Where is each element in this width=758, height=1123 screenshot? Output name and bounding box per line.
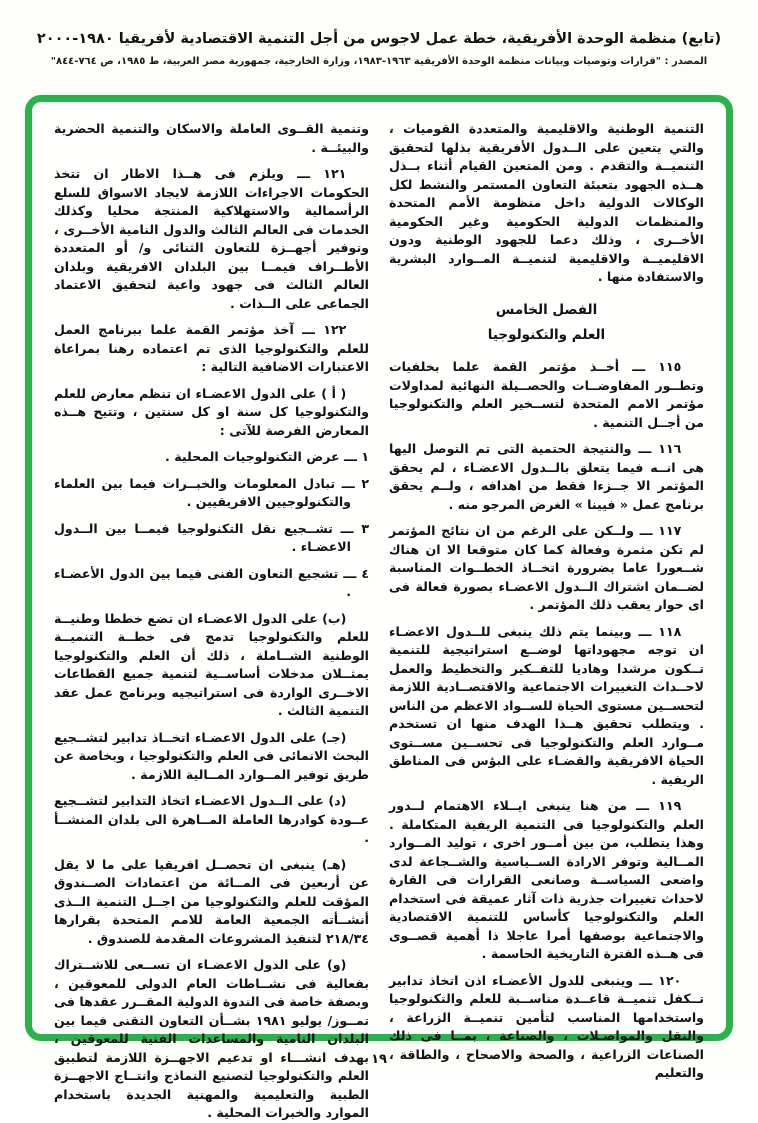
page-footer — [0, 1048, 758, 1067]
two-column-text — [54, 120, 704, 1120]
paragraph-continuation-left: وتنمية القــوى العاملة والاسكان والتنمية الحضرية والبيئــة . — [54, 121, 369, 155]
paragraph-122: ١٢٢ ـــ آخذ مؤتمر القمة علما ببرنامج العمل للعلم والتكنولوجيا الذى تم اعتماده رهنا بمراعاة الاعتبارات الاضافية التالية : — [54, 322, 369, 374]
list-item-4: ٤ ـــ تشجيع التعاون الفنى فيما بين الدول الأعضـاء . — [54, 565, 369, 599]
source-line: المصدر : "قرارات وتوصيات وبيانات منظمة الوحدة الأفريقية ١٩٦٣-١٩٨٣، وزارة الخارجية، جمهورية مصر العربية، ط ١٩٨٥، ص ٧٦٤-٨٤٤" — [50, 55, 708, 67]
paragraph-119: ١١٩ ـــ من هنا ينبغى ايــلاء الاهتمام لــدور العلم والتكنولوجيا فى التنمية الريفية المتكاملة . وهذا يتطلب، من بين أمــور اخرى ، توليد المــوارد المــالية وتوفر الارادة الســياسية والشــجاعة لدى واضعى السياســة وصانعى القرارات فى القارة لاحداث تغييرات جذرية ذات آثار عميقة فى استخدام العلم والتكنولوجيا كأساس للتنمية الاقتصادية والاجتماعية بوصفها أمرا عاجلا ذا أهمية قصــوى فى هــذه الفترة التاريخية الحاسمة . — [389, 798, 704, 962]
right-column — [389, 120, 704, 1081]
list-item-alef: ( أ ) على الدول الاعضـاء ان تنظم معارض للعلم والتكنولوجيا كل سنة او كل سنتين ، وتتيح هــذه المعارض الفرصة للآتى : — [54, 385, 369, 438]
paragraph-118: ١١٨ ـــ وبينما يتم ذلك ينبغى للــدول الاعضـاء ان توجه مجهوداتها لوضــع استراتيجية للتنمية تــكون مرشدا وهاديا للتفــكير والتخطيط والعمل لاحــداث التغييرات الاجتماعية والاقتصــادية اللازمة لتحســين مستوى الحياة للســواد الاعظم من الناس . ويتطلب تحقيق هــذا الهدف منها ان تستخدم مــوارد العلم والتكنولوجيا فى تحســين مســتوى الحياة الافريقية والقضـاء على البؤس فى المناطق الريفية . — [389, 623, 704, 787]
list-item-dal: (د) على الــدول الاعضـاء اتخاذ التدابير لتشــجيع عــودة كوادرها العاملة المــاهرة الى بلدان المنشــأ . — [54, 793, 369, 845]
green-border-frame — [25, 95, 733, 1120]
page-number: ١٩ — [371, 1052, 387, 1067]
paragraph-120: ١٢٠ ـــ وينبغى للدول الأعضـاء اذن اتخاذ تدابير تــكفل تنميــة قاعــدة مناســبة للعلم والتكنولوجيا واستخدامها المناسب لتأمين تنميــة الزراعة ، والنقل والمواصـلات ، والصناعة ، بمــا فى ذلك الصناعات الزراعية ، والصحة والاصحاح ، والطاقة ، والتعليم — [389, 972, 704, 1081]
paragraph-115: ١١٥ ـــ أخــذ مؤتمر القمة علما بخلفيات وتطــور المفاوضــات والحصــيلة النهائية لمداولات مؤتمر الامم المتحدة لتســخير العلم والتكنولوجيا من أجــل التنمية . — [389, 359, 704, 430]
list-item-jeem: (جـ) على الدول الاعضـاء اتخــاذ تدابير لتشــجيع البحث الانمائى فى العلم والتكنولوجيا ، وبخاصة عن طريق توفير المــوارد المــالية اللازمة . — [54, 729, 369, 782]
list-item-ba: (ب) على الدول الاعضـاء ان تضع خططا وطنيــة للعلم والتكنولوجيا تدمج فى خطــة التنميــة الوطنية الشــاملة ، ذلك أن العلم والتكنولوجيا يمثــلان مدخلات أساســية لتنمية جميع القطاعات الاخــرى الواردة فى استراتيجيه وبرنامج عمل عقد التنمية الثالث . — [54, 610, 369, 718]
paragraph-121: ١٢١ ـــ ويلزم فى هــذا الاطار ان تتخذ الحكومات الاجراءات اللازمة لايجاد الاسواق للسلع الرأسمالية والاستهلاكية المنتجة محليا وكذلك الخدمات فى العالم الثالث والدول النامية الأخــرى ، وتوفير أجهــزة للتعاون الثنائى و/ أو المتعددة الأطــراف فيمــا بين البلدان الافريقية وبلدان العالم الثالث فى جهود واعية لتحقيق الاعتماد الجماعى على الــذات . — [54, 166, 369, 311]
list-item-2: ٢ ـــ تبادل المعلومات والخبــرات فيما بين العلماء والتكنولوجيين الافريقيين . — [54, 475, 369, 509]
paragraph-117: ١١٧ ـــ ولــكن على الرغم من ان نتائج المؤتمر لم تكن مثمرة وفعالة كما كان متوقعا الا ان هناك شــعورا عاما بضرورة اتخــاذ الخطــوات المناسبة لضــمان اشتراك الــدول الاعضـاء بصورة فعالة فى اى حوار يعقب ذلك المؤتمر . — [389, 523, 704, 613]
section-heading: العلم والتكنولوجيا — [487, 327, 606, 344]
chapter-heading: الفصل الخامس — [495, 301, 598, 318]
list-item-waw: (و) على الدول الاعضـاء ان تســعى للاشــتراك بفعالية فى نشــاطات العام الدولى للمعوقين ، وبصفة خاصة فى الندوة الدولية المقــرر عقدها فى تمــوز/ يوليو ١٩٨١ بشــأن التعاون التقنى فيما بين البلدان النامية والمساعدات الفنية للمعوقين ، بهدف انشـــاء او تدعيم الاجهــزة اللازمة لتطبيق العلم والتكنولوجيا لتصنيع النماذج وانتــاج الاجهــزة الطبية والتعليمية والمهنية الجديدة باستخدام الموارد والخبرات المحلية . — [54, 957, 369, 1120]
document-title: (تابع) منظمة الوحدة الأفريقية، خطة عمل لاجوس من أجل التنمية الاقتصادية لأفريقيا ١٩٨٠-٢٠٠٠ — [36, 31, 722, 47]
left-column — [54, 120, 369, 1120]
paragraph-116: ١١٦ ـــ والنتيجة الحتمية التى تم التوصل اليها هى انــه فيما يتعلق بالــدول الاعضـاء ، لم يحقق المؤتمر الا جــزءا فقط من اهدافه ، ولــم يحقق برنامج عمل « فيينا » الغرض المرجو منه . — [389, 441, 704, 512]
list-item-ha: (هـ) ينبغى ان تحصــل افريقيا على ما لا يقل عن أربعين فى المــائة من اعتمادات الصــندوق المؤقت للعلم والتكنولوجيا من اجــل التنمية الــذى أنشــأته الجمعية العامة للامم المتحدة بقرارها ٢١٨/٣٤ لتنفيذ المشروعات المقدمة للصندوق . — [54, 856, 369, 946]
list-item-1: ١ ـــ عرض التكنولوجيات المحلية . — [165, 449, 369, 464]
page-header — [0, 30, 758, 67]
paragraph-continuation-right: التنمية الوطنية والاقليمية والمتعددة القوميات ، والتي يتعين على الــدول الأفريقية بذلها لتحقيق التنميــة والتقدم . ومن المتعين القيام أثناء بــذل هــذه الجهود بتعبئة التعاون المستمر والنشط لكل الوكالات الدولية داخل منظومة الأمم المتحدة والمنظمات الدولية الحكومية وغير الحكومية الأخــرى ، وذلك دعما للجهود الوطنية ودون الاقليميــة والاقليمية لتنميــة المــوارد البشرية والاستفادة منها . — [389, 121, 704, 284]
list-item-3: ٣ ـــ تشــجيع نقل التكنولوجيا فيمــا بين الــدول الاعضـاء . — [54, 520, 369, 554]
